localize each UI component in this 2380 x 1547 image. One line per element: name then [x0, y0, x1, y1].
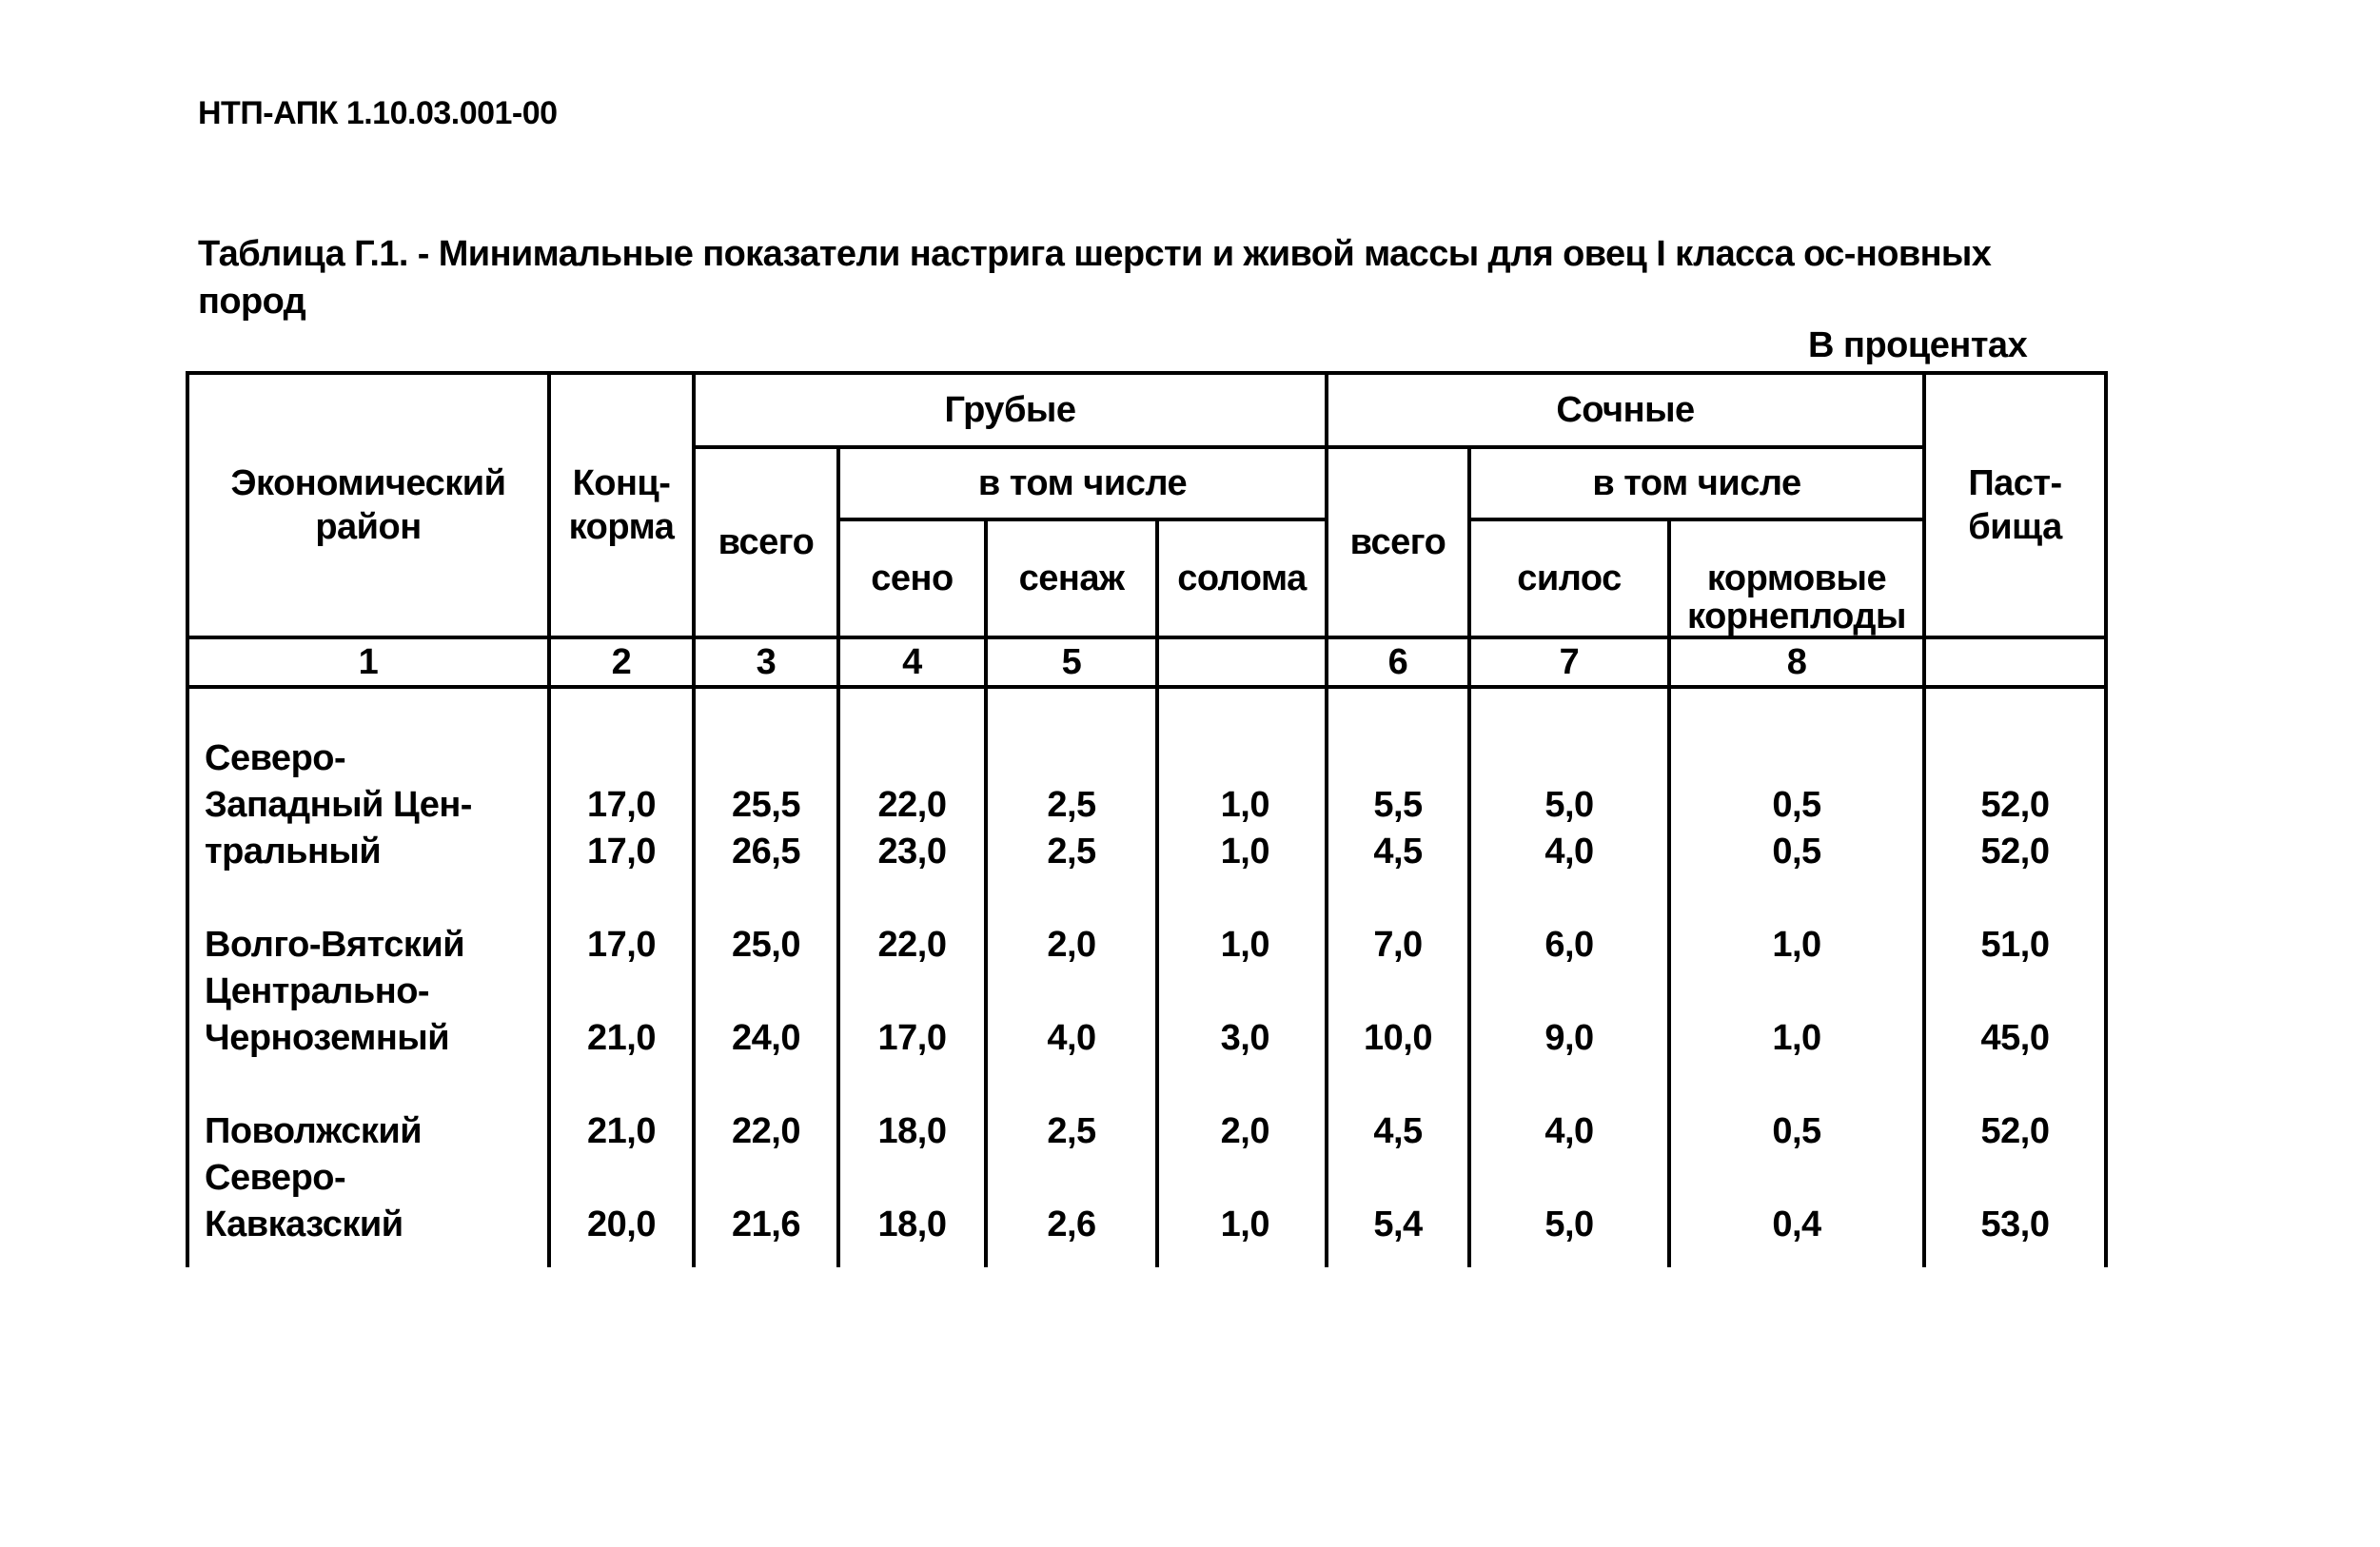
value-cell: 0,4	[1669, 1202, 1924, 1248]
column-number	[1157, 637, 1327, 687]
value-cell: 2,0	[1157, 1108, 1327, 1155]
value-cell: 17,0	[549, 829, 694, 875]
value-cell: 1,0	[1157, 782, 1327, 829]
table-caption: Таблица Г.1. - Минимальные показатели настрига шерсти и живой массы для овец I класса ос-новных пород	[198, 234, 1992, 322]
header-region: Экономический район	[187, 373, 549, 637]
value-cell: 3,0	[1157, 1015, 1327, 1062]
value-cell: 24,0	[694, 1015, 838, 1062]
region-cell: Черноземный	[187, 1015, 549, 1062]
header-coarse-including: в том числе	[838, 447, 1327, 519]
column-number: 1	[187, 637, 549, 687]
units-label: В процентах	[1808, 325, 2028, 365]
value-cell: 2,5	[986, 829, 1157, 875]
feed-structure-table	[186, 371, 2108, 1267]
header-coarse-total: всего	[694, 447, 838, 637]
header-hay: сено	[838, 519, 986, 637]
column-number: 4	[838, 637, 986, 687]
value-cell: 1,0	[1157, 922, 1327, 969]
value-cell: 45,0	[1924, 1015, 2106, 1062]
value-cell: 21,0	[549, 1015, 694, 1062]
value-cell: 17,0	[549, 922, 694, 969]
value-cell: 1,0	[1669, 1015, 1924, 1062]
table-row	[187, 1202, 2106, 1248]
header-straw: солома	[1157, 519, 1327, 637]
region-cell: Северо-	[187, 1155, 549, 1202]
table-row	[187, 1155, 2106, 1202]
column-number: 3	[694, 637, 838, 687]
value-cell: 22,0	[838, 922, 986, 969]
value-cell: 5,0	[1469, 782, 1669, 829]
document-code: НТП-АПК 1.10.03.001-00	[198, 95, 558, 131]
value-cell: 1,0	[1669, 922, 1924, 969]
table-row	[187, 1015, 2106, 1062]
column-number: 8	[1669, 637, 1924, 687]
region-cell: Поволжский	[187, 1108, 549, 1155]
header-silage: силос	[1469, 519, 1669, 637]
value-cell: 21,0	[549, 1108, 694, 1155]
value-cell: 9,0	[1469, 1015, 1669, 1062]
header-succulent-total: всего	[1327, 447, 1469, 637]
value-cell: 18,0	[838, 1202, 986, 1248]
value-cell: 1,0	[1157, 1202, 1327, 1248]
region-cell: Кавказский	[187, 1202, 549, 1248]
value-cell: 23,0	[838, 829, 986, 875]
table-row	[187, 735, 2106, 782]
value-cell: 4,5	[1327, 829, 1469, 875]
header-haylage: сенаж	[986, 519, 1157, 637]
value-cell: 4,0	[986, 1015, 1157, 1062]
value-cell: 2,5	[986, 782, 1157, 829]
region-cell: Западный Цен-	[187, 782, 549, 829]
value-cell: 2,5	[986, 1108, 1157, 1155]
value-cell: 53,0	[1924, 1202, 2106, 1248]
value-cell: 0,5	[1669, 1108, 1924, 1155]
value-cell: 1,0	[1157, 829, 1327, 875]
value-cell: 18,0	[838, 1108, 986, 1155]
value-cell: 6,0	[1469, 922, 1669, 969]
column-number: 5	[986, 637, 1157, 687]
value-cell: 22,0	[694, 1108, 838, 1155]
value-cell: 4,0	[1469, 1108, 1669, 1155]
value-cell: 26,5	[694, 829, 838, 875]
value-cell: 2,0	[986, 922, 1157, 969]
value-cell: 10,0	[1327, 1015, 1469, 1062]
value-cell: 0,5	[1669, 829, 1924, 875]
table-row	[187, 922, 2106, 969]
header-concentrates: Конц-корма	[549, 373, 694, 637]
column-number	[1924, 637, 2106, 687]
table-row	[187, 829, 2106, 875]
header-coarse-group: Грубые	[694, 373, 1327, 447]
value-cell: 0,5	[1669, 782, 1924, 829]
header-root-crops: кормовые корнеплоды	[1669, 519, 1924, 637]
value-cell: 2,6	[986, 1202, 1157, 1248]
value-cell: 4,0	[1469, 829, 1669, 875]
value-cell: 51,0	[1924, 922, 2106, 969]
table-row	[187, 1108, 2106, 1155]
table-row	[187, 782, 2106, 829]
header-succulent-group: Сочные	[1327, 373, 1924, 447]
region-cell: Северо-	[187, 735, 549, 782]
value-cell: 25,0	[694, 922, 838, 969]
table-row	[187, 969, 2106, 1015]
region-cell: Центрально-	[187, 969, 549, 1015]
value-cell: 5,0	[1469, 1202, 1669, 1248]
value-cell: 21,6	[694, 1202, 838, 1248]
value-cell: 5,4	[1327, 1202, 1469, 1248]
column-number: 6	[1327, 637, 1469, 687]
value-cell: 22,0	[838, 782, 986, 829]
region-cell: тральный	[187, 829, 549, 875]
value-cell: 20,0	[549, 1202, 694, 1248]
value-cell: 52,0	[1924, 782, 2106, 829]
value-cell: 17,0	[549, 782, 694, 829]
header-succulent-including: в том числе	[1469, 447, 1924, 519]
region-cell: Волго-Вятский	[187, 922, 549, 969]
header-pasture: Паст-бища	[1924, 373, 2106, 637]
value-cell: 52,0	[1924, 1108, 2106, 1155]
value-cell: 25,5	[694, 782, 838, 829]
value-cell: 4,5	[1327, 1108, 1469, 1155]
value-cell: 7,0	[1327, 922, 1469, 969]
column-number: 7	[1469, 637, 1669, 687]
column-number: 2	[549, 637, 694, 687]
value-cell: 17,0	[838, 1015, 986, 1062]
value-cell: 52,0	[1924, 829, 2106, 875]
value-cell: 5,5	[1327, 782, 1469, 829]
